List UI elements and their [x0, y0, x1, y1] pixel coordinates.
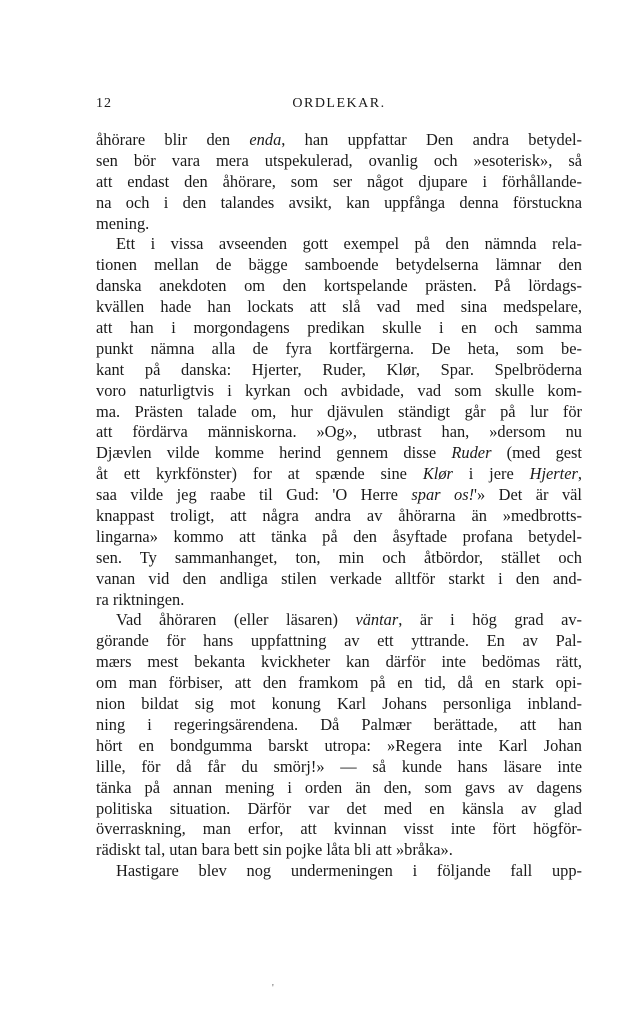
text-line: Ett i vissa avseenden gott exempel på den nämnda rela-	[116, 234, 582, 254]
text-line: tänka på annan mening i orden än den, som gavs av dagens	[96, 777, 582, 797]
text-line: tionen mellan de bägge samboende betydelserna lämnar den	[96, 255, 582, 275]
text-line: kvällen hade han lockats att slå vad med sina medspelare,	[96, 297, 582, 317]
text-line: Hastigare blev nog undermeningen i följande fall upp-	[116, 861, 582, 881]
text-line: sen bör vara mera utspekulerad, ovanlig och »esoterisk», så	[96, 150, 582, 170]
text-line: rädiskt tal, utan bara bett sin pojke låta bli att »bråka».	[96, 840, 453, 860]
text-line: nion bildat sig mot konung Karl Johans personliga inbland-	[96, 694, 582, 714]
text-line: om man förbiser, att den framkom på en tid, då en stark opi-	[96, 673, 582, 693]
text-line: politiska situation. Därför var det med en känsla av glad	[96, 798, 582, 818]
text-line: hört en bondgumma barskt utropa: »Regera inte Karl Johan	[96, 735, 582, 755]
text-line: lingarna» kommo att tänka på den åsyftade profana betydel-	[96, 526, 582, 546]
text-line: ma. Prästen talade om, hur djävulen ständigt går på lur för	[96, 401, 582, 421]
text-line: punkt nämna alla de fyra kortfärgerna. De heta, som be-	[96, 338, 582, 358]
text-line: mening.	[96, 213, 150, 233]
text-line: voro naturligtvis i kyrkan och avbidade, vad som skulle kom-	[96, 380, 582, 400]
text-line: ning i regeringsärendena. Då Palmær berättade, att han	[96, 714, 582, 734]
text-line: åhörare blir den enda, han uppfattar Den andra betydel-	[96, 130, 582, 149]
page-header-title: ORDLEKAR.	[292, 96, 386, 111]
text-line: ra riktningen.	[96, 589, 185, 609]
text-line: att endast den åhörare, som ser något djupare i förhållande-	[96, 171, 582, 191]
text-line: Djævlen vilde komme herind gennem disse Ruder (med gest	[96, 443, 582, 463]
running-header	[96, 96, 582, 116]
page-number: 12	[96, 96, 112, 111]
text-line: kant på danska: Hjerter, Ruder, Klør, Spar. Spelbröderna	[96, 359, 582, 379]
text-line: sen. Ty sammanhanget, ton, min och åtbördor, stället och	[96, 547, 582, 567]
text-line: saa vilde jeg raabe til Gud: 'O Herre spar os!'» Det är väl	[96, 485, 582, 505]
text-line: mærs mest bekanta kvickheter kan därför inte bedömas rätt,	[96, 652, 582, 672]
text-line: lille, för då får du smörj!» — så kunde hans läsare inte	[96, 756, 582, 776]
book-page	[96, 96, 582, 882]
text-line: Vad åhöraren (eller läsaren) väntar, är i hög grad av-	[116, 610, 583, 630]
text-line: na och i den talandes avsikt, kan uppfånga denna förstuckna	[96, 192, 582, 212]
text-line: danska anekdoten om den kortspelande prästen. På lördags-	[96, 276, 582, 296]
text-line: att fördärva människorna. »Og», utbrast han, »dersom nu	[96, 422, 582, 442]
text-line: åt ett kyrkfönster) for at spænde sine Klør i jere Hjerter,	[96, 464, 582, 484]
text-line: att han i morgondagens predikan skulle i en och samma	[96, 318, 582, 338]
text-line: görande för hans uppfattning av ett yttrande. En av Pal-	[96, 631, 582, 651]
print-mark: '	[272, 983, 274, 994]
text-line: överraskning, man erfor, att kvinnan visst inte fört högför-	[96, 819, 582, 839]
text-line: vanan vid den andliga stilen verkade alltför starkt i den and-	[96, 568, 582, 588]
body-text	[96, 130, 582, 882]
text-line: knappast troligt, att några andra av åhörarna än »medbrotts-	[96, 506, 582, 526]
